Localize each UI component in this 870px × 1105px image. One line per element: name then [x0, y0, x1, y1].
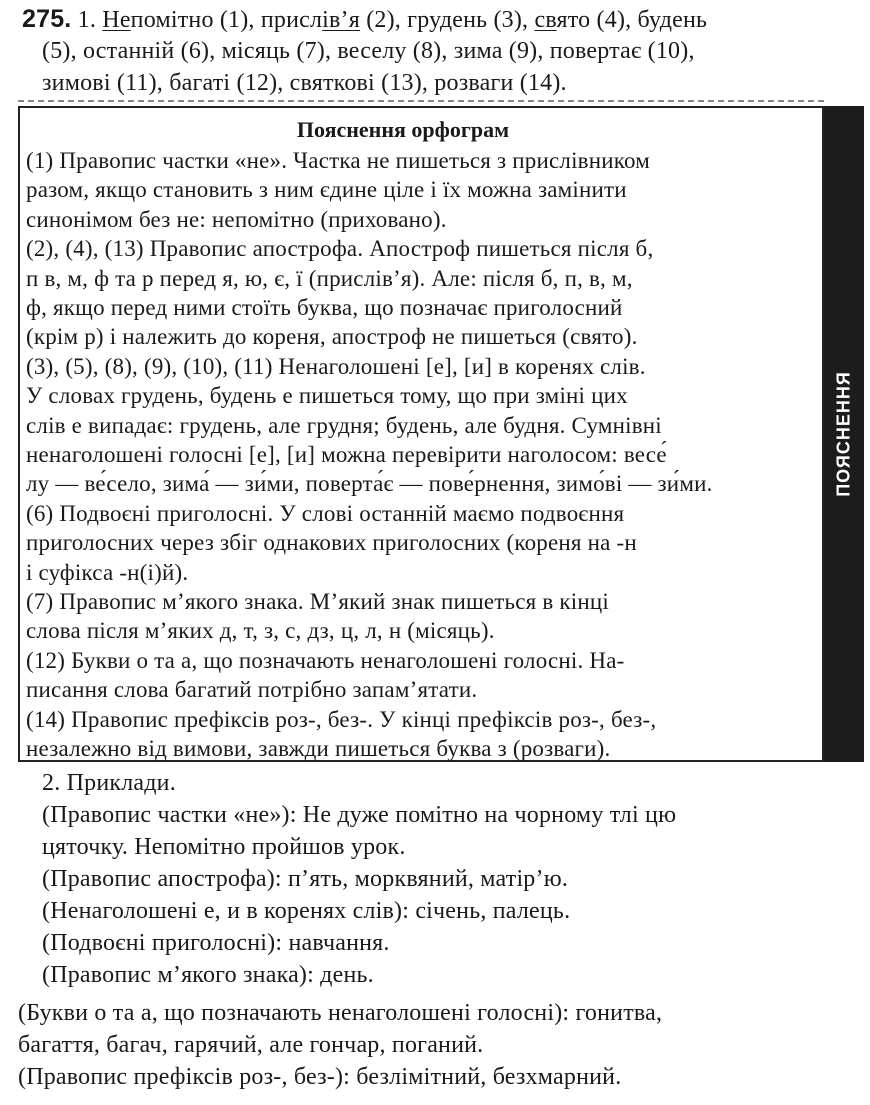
box-line: (2), (4), (13) Правопис апострофа. Апостроф пишеться після б, [26, 236, 654, 262]
word-part: ень (3), [452, 7, 535, 33]
box-line: (6) Подвоєні приголосні. У слові останній маємо подвоєння [26, 500, 625, 526]
side-tab [824, 106, 864, 762]
box-line: незалежно від вимови, завжди пишеться буква з (розваги). [26, 736, 611, 761]
box-line: ненаголошені голосні [е], [и] можна перевірити наголосом: весе́ [26, 442, 667, 467]
example-line: (Ненаголошені е, и в коренях слів): січень, палець. [42, 898, 571, 924]
exercise-number: 275. [22, 5, 72, 33]
underlined-part: д [439, 7, 453, 33]
box-line: (12) Букви о та а, що позначають ненаголошені голосні. На- [26, 647, 625, 673]
box-line: (крім р) і належить до кореня, апостроф не пишеться (свято). [26, 324, 638, 350]
example-line: багаття, багач, гарячий, але гончар, поганий. [18, 1032, 484, 1058]
example-line: (Правопис частки «не»): Не дуже помітно на чорному тлі цю [42, 802, 677, 828]
task-marker: 1. [71, 7, 103, 33]
exercise-line-1 [22, 4, 707, 35]
box-line: приголосних через збіг однакових приголосних (кореня на -н [26, 530, 637, 556]
underlined-part: д [659, 7, 673, 33]
example-line: цяточку. Непомітно пройшов урок. [42, 834, 406, 860]
box-line: слова після м’яких д, т, з, с, дз, ц, л, н (місяць). [26, 618, 495, 644]
box-line: (1) Правопис частки «не». Частка не пишеться з прислівником [26, 148, 650, 173]
box-line: писання слова багатий потрібно запам’ятати. [26, 677, 478, 703]
exercise-line-3: зимові (11), багаті (12), святкові (13), розваги (14). [42, 70, 567, 96]
example-line: (Подвоєні приголосні): навчання. [42, 930, 390, 956]
box-line: п в, м, ф та р перед я, ю, є, ї (прислів’я). Але: після б, п, в, м, [26, 265, 633, 291]
box-line: синонімом без не: непомітно (приховано). [26, 206, 447, 232]
divider [18, 100, 824, 102]
box-line: (14) Правопис префіксів роз-, без-. У кінці префіксів роз-, без-, [26, 706, 657, 732]
box-line: У словах грудень, будень е пишеться тому, що при зміні цих [26, 383, 628, 409]
word-part: ято (4), бу [556, 7, 660, 33]
example-line: (Букви о та а, що позначають ненаголошені голосні): гонитва, [18, 1000, 663, 1026]
box-line: (7) Правопис м’якого знака. М’який знак пишеться в кінці [26, 589, 609, 614]
underlined-part: св [534, 7, 557, 33]
example-line: (Правопис апострофа): п’ять, морквяний, матір’ю. [42, 866, 569, 892]
examples-header: 2. Приклади. [42, 770, 176, 796]
side-tab-label: ПОЯСНЕННЯ [833, 371, 854, 497]
example-line: (Правопис м’якого знака): день. [42, 962, 374, 988]
word-part: (2), гру [360, 7, 440, 33]
underlined-part: ів’я [322, 7, 360, 33]
example-line: (Правопис префіксів роз-, без-): безлімітний, безхмарний. [18, 1064, 622, 1090]
box-line: і суфікса -н(і)й). [26, 559, 189, 585]
box-line: разом, якщо становить з ним єдине ціле і їх можна замінити [26, 177, 627, 203]
box-line: (3), (5), (8), (9), (10), (11) Ненаголошені [е], [и] в коренях слів. [26, 353, 646, 379]
word-part: ень [672, 7, 708, 33]
word-part: помітно (1), присл [130, 7, 323, 33]
box-line: слів е випадає: грудень, але грудня; будень, але будня. Сумнівні [26, 412, 662, 438]
underlined-part: Не [102, 7, 131, 33]
box-line: лу — ве́село, зима́ — зи́ми, поверта́є — пове́рнення, зимо́ві — зи́ми. [26, 471, 713, 497]
box-line: ф, якщо перед ними стоїть буква, що позначає приголосний [26, 295, 623, 320]
exercise-line-2: (5), останній (6), місяць (7), веселу (8), зима (9), повертає (10), [42, 38, 695, 64]
box-title: Пояснення орфограм [296, 117, 510, 142]
